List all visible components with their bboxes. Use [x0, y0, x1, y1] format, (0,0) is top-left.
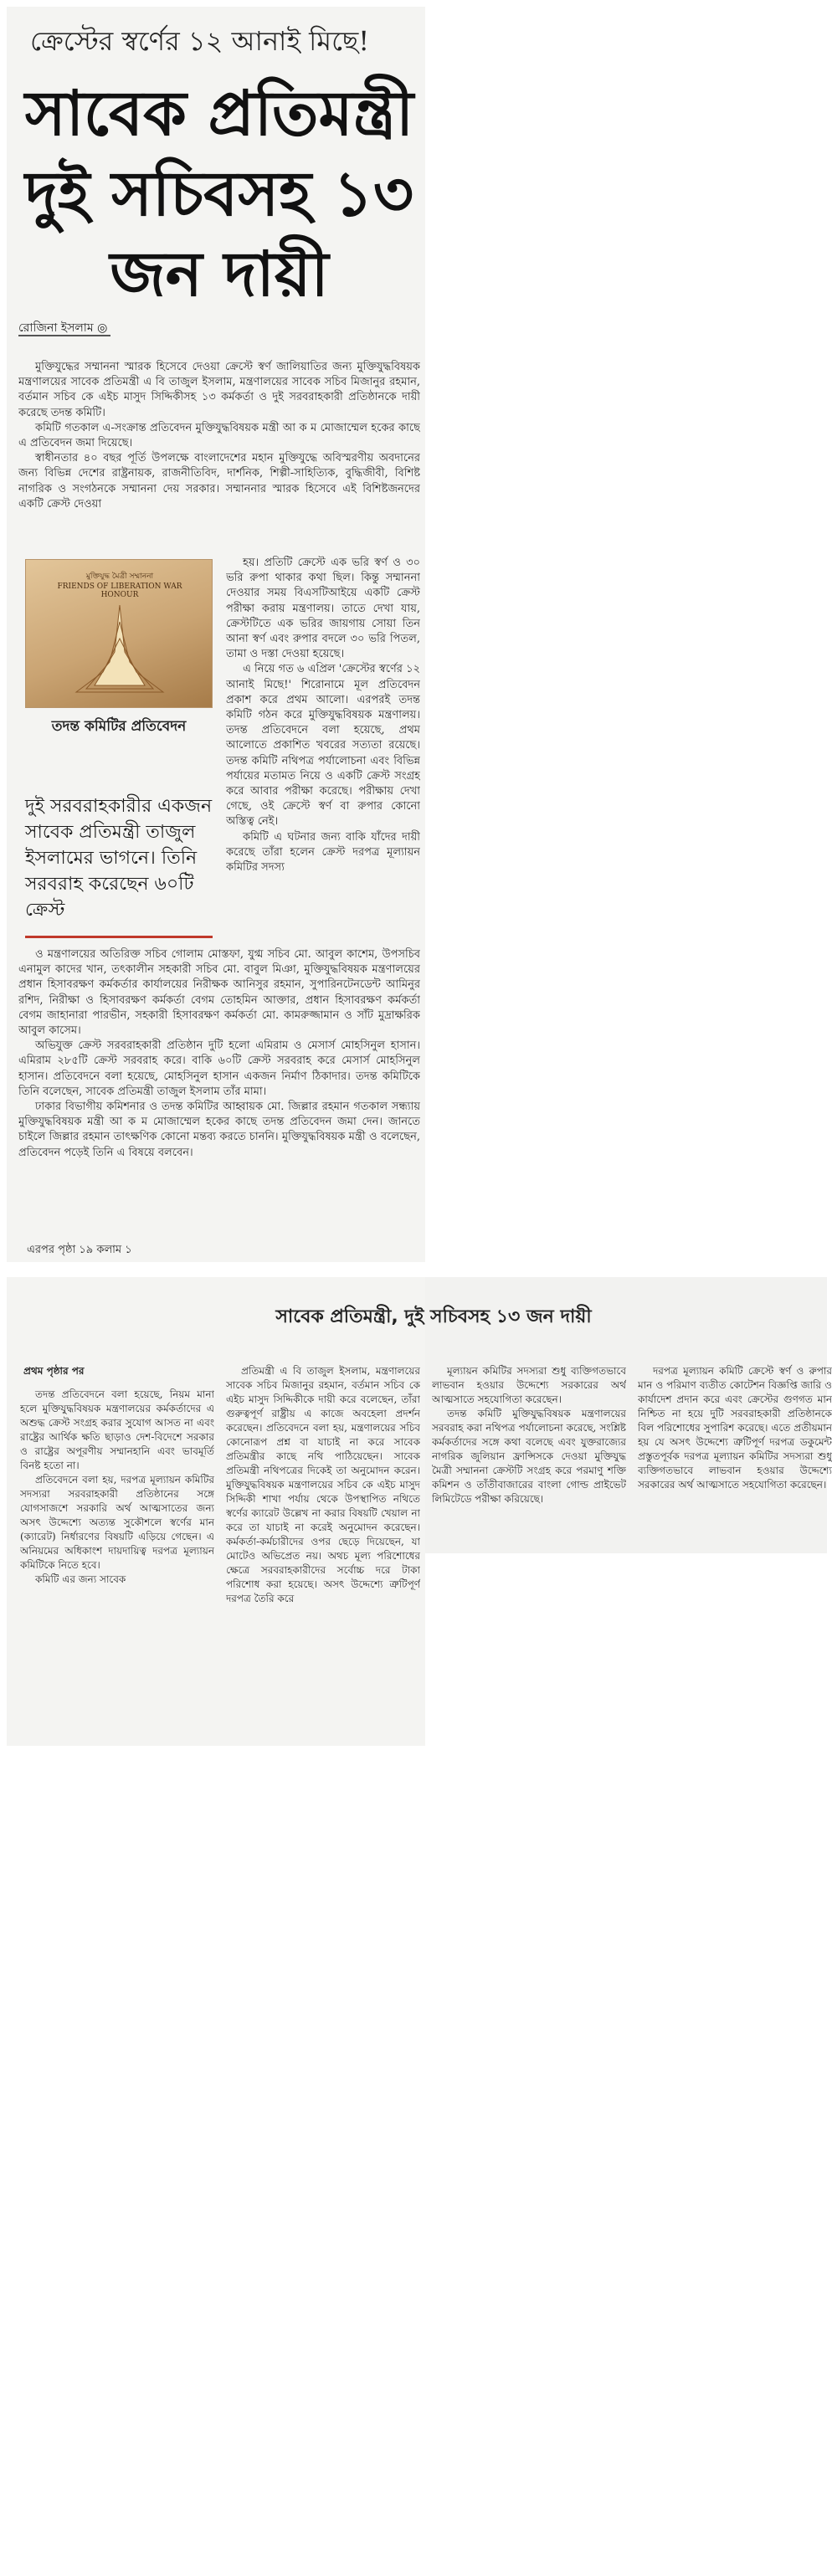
- article-body-right: [226, 556, 420, 944]
- continuation-clipping: [7, 1277, 832, 1746]
- front-page-clipping: [7, 7, 425, 1262]
- body-paragraph: ও মন্ত্রণালয়ের অতিরিক্ত সচিব গোলাম মোস্তফা, যুগ্ম সচিব মো. আবুল কাশেম, উপসচিব এনামুল কাদের খান, তৎকালীন সহকারী সচিব মো. বাবুল মিঞা, মুক্তিযুদ্ধবিষয়ক মন্ত্রণালয়ের প্রধান হিসাবরক্ষণ কর্মকর্তার কার্যালয়ের নিরীক্ষক আনিসুর রহমান, সুপারিনটেনডেন্ট আমিনুর রশিদ, নিরীক্ষা ও হিসাবরক্ষণ কর্মকর্তা বেগম তোহমিন আক্তার, প্রধান হিসাবরক্ষণ কর্মকর্তা বেগম জাহানারা পারভীন, সহকারী হিসাবরক্ষণ কর্মকর্তা মো. কামরুজ্জামান ও সাঁট মুদ্রাক্ষরিক আবুল কাসেম।: [18, 948, 420, 1038]
- byline: রোজিনা ইসলাম ◎: [18, 321, 108, 335]
- body-paragraph: কমিটি এর জন্য সাবেক: [35, 1573, 126, 1585]
- byline-rule: [18, 335, 110, 336]
- body-paragraph: মূল্যায়ন কমিটির সদস্যরা শুধু ব্যক্তিগতভাবে লাভবান হওয়ার উদ্দেশ্যে সরকারের অর্থ আত্মসাতে সহযোগিতা করেছেন।: [432, 1365, 626, 1405]
- continuation-column-3: [432, 1364, 626, 1545]
- body-paragraph: কমিটি গতকাল এ-সংক্রান্ত প্রতিবেদন মুক্তিযুদ্ধবিষয়ক মন্ত্রী আ ক ম মোজাম্মেল হকের কাছে এ প্রতিবেদন জমা দিয়েছে।: [18, 421, 420, 450]
- body-paragraph: স্বাধীনতার ৪০ বছর পূর্তি উপলক্ষে বাংলাদেশের মহান মুক্তিযুদ্ধে অবিস্মরণীয় অবদানের জন্য বিভিন্ন দেশের রাষ্ট্রনায়ক, রাজনীতিবিদ, দার্শনিক, শিল্পী-সাহিত্যিক, বুদ্ধিজীবী, বিশিষ্ট নাগরিক ও সংগঠনকে সম্মাননা দেয় সরকার। সম্মাননার স্মারক হিসেবে এই বিশিষ্টজনদের একটি ক্রেস্ট দেওয়া: [18, 452, 420, 511]
- continuation-column-2: [226, 1364, 420, 1724]
- article-body-top: [18, 360, 420, 552]
- continuation-jump-line: এরপর পৃষ্ঠা ১৯ কলাম ১: [27, 1244, 132, 1256]
- body-paragraph: প্রতিবেদনে বলা হয়, দরপত্র মূল্যায়ন কমিটির সদস্যরা সরবরাহকারী প্রতিষ্ঠানের সঙ্গে যোগসাজশে সরকারি অর্থ আত্মসাতের জন্য অসৎ উদ্দেশ্যে অত্যন্ত সুকৌশলে স্বর্ণের মান (ক্যারেট) নির্ধারণের বিষয়টি এড়িয়ে গেছেন। এ অনিয়মের অধিকাংশ দায়দায়িত্ব দরপত্র মূল্যায়ন কমিটিকে নিতে হবে।: [20, 1474, 214, 1571]
- continuation-column-4: [638, 1364, 832, 1545]
- main-headline: সাবেক প্রতিমন্ত্রী দুই সচিবসহ ১৩ জন দায়ী: [24, 78, 414, 310]
- body-paragraph: হয়। প্রতিটি ক্রেস্টে এক ভরি স্বর্ণ ও ৩০ ভরি রুপা থাকার কথা ছিল। কিন্তু সম্মাননা দেওয়ার সময় বিএসটিআইয়ে একটি ক্রেস্ট পরীক্ষা করায় মন্ত্রণালয়। তাতে দেখা যায়, ক্রেস্টটিতে এক ভরির জায়গায় সোয়া তিন আনা স্বর্ণ এবং রুপার বদলে ৩০ ভরি পিতল, তামা ও দস্তা দেওয়া হয়েছে।: [226, 557, 420, 661]
- article-body-bottom: [18, 947, 420, 1232]
- body-paragraph: দরপত্র মূল্যায়ন কমিটি ক্রেস্টে স্বর্ণ ও রুপার মান ও পরিমাণ ব্যতীত কোটেশন বিজ্ঞপ্তি জারি ও কার্যাদেশ প্রদান করে এবং ক্রেস্টের গুণগত মান নিশ্চিত না হয়ে দুটি সরবরাহকারী প্রতিষ্ঠানকে বিল পরিশোধের সুপারিশ করেছে। এতে প্রতীয়মান হয় যে অসৎ উদ্দেশ্যে ত্রুটিপূর্ণ দরপত্র ডকুমেন্ট প্রস্তুতপূর্বক দরপত্র মূল্যায়ন কমিটির সদস্যরা শুধু ব্যক্তিগতভাবে লাভবান হওয়ার উদ্দেশ্যে সরকারের অর্থ আত্মসাতে সহযোগিতা করেছেন।: [638, 1365, 832, 1491]
- body-paragraph: কমিটি এ ঘটনার জন্য বাকি যাঁদের দায়ী করেছে তাঁরা হলেন ক্রেস্ট দরপত্র মূল্যায়ন কমিটির সদস্য: [226, 830, 420, 875]
- body-paragraph: তদন্ত কমিটি মুক্তিযুদ্ধবিষয়ক মন্ত্রণালয়ের সরবরাহ করা নথিপত্র পর্যালোচনা করেছে, সংশ্লিষ্ট কর্মকর্তাদের সঙ্গে কথা বলেছে এবং যুক্তরাজ্যের নাগরিক জুলিয়ান ফ্রান্সিসকে দেওয়া মুক্তিযুদ্ধ মৈত্রী সম্মাননা ক্রেস্টটি সংগ্রহ করে পরমাণু শক্তি কমিশন ও তাঁতীবাজারের বাংলা গোল্ড প্রাইভেট লিমিটেডে পরীক্ষা করিয়েছে।: [432, 1408, 626, 1505]
- monument-illustration: [69, 602, 170, 694]
- pull-quote-underline: [25, 936, 213, 938]
- body-paragraph: এ নিয়ে গত ৬ এপ্রিল 'ক্রেস্টের স্বর্ণের ১২ আনাই মিছে!' শিরোনামে মূল প্রতিবেদন প্রকাশ করে প্রথম আলো। এরপরই তদন্ত কমিটি গঠন করে মুক্তিযুদ্ধবিষয়ক মন্ত্রণালয়। তদন্ত প্রতিবেদনে বলা হয়েছে, প্রথম আলোতে প্রকাশিত খবরের সত্যতা রয়েছে। তদন্ত কমিটি নথিপত্র পর্যালোচনা এবং বিভিন্ন পর্যায়ের মতামত নিয়ে ও একটি ক্রেস্ট সংগ্রহ করে আবার পরীক্ষা করেছে। পরীক্ষায় দেখা গেছে, ওই ক্রেস্টে স্বর্ণ বা রুপার কোনো অস্তিত্ব নেই।: [226, 663, 420, 829]
- body-paragraph: ঢাকার বিভাগীয় কমিশনার ও তদন্ত কমিটির আহ্বায়ক মো. জিল্লার রহমান গতকাল সন্ধ্যায় মুক্তিযুদ্ধবিষয়ক মন্ত্রী আ ক ম মোজাম্মেল হকের কাছে তদন্ত প্রতিবেদন জমা দেন। জানতে চাইলে জিল্লার রহমান তাৎক্ষণিক কোনো মন্তব্য করতে চাননি। মুক্তিযুদ্ধবিষয়ক মন্ত্রী ও বলেছেন, প্রতিবেদন পড়েই তিনি এ বিষয়ে বলবেন।: [18, 1101, 420, 1159]
- photo-book-title-en: FRIENDS OF LIBERATION WAR HONOUR: [57, 582, 182, 599]
- body-paragraph: অভিযুক্ত ক্রেস্ট সরবরাহকারী প্রতিষ্ঠান দুটি হলো এমিরাম ও মেসার্স মোহসিনুল হাসান। এমিরাম ২৮৫টি ক্রেস্ট সরবরাহ করে। বাকি ৬০টি ক্রেস্ট সরবরাহ করে মেসার্স মোহসিনুল হাসান। প্রতিবেদনে বলা হয়েছে, মোহসিনুল হাসান একজন নির্মাণ ঠিকাদার। তদন্ত কমিটিকে তিনি বলেছেন, সাবেক প্রতিমন্ত্রী তাজুল ইসলাম তাঁর মামা।: [18, 1039, 420, 1098]
- continued-from-label: প্রথম পৃষ্ঠার পর: [23, 1365, 85, 1377]
- photo-book-title-bn: মুক্তিযুদ্ধ মৈত্রী সম্মাননা: [85, 572, 154, 581]
- continuation-column-1: [20, 1388, 214, 1731]
- pull-quote: দুই সরবরাহকারীর একজন সাবেক প্রতিমন্ত্রী তাজুল ইসলামের ভাগনে। তিনি সরবরাহ করেছেন ৬০টি ক্রেস্ট: [25, 796, 213, 921]
- body-paragraph: মুক্তিযুদ্ধের সম্মাননা স্মারক হিসেবে দেওয়া ক্রেস্টে স্বর্ণ জালিয়াতির জন্য মুক্তিযুদ্ধবিষয়ক মন্ত্রণালয়ের সাবেক প্রতিমন্ত্রী এ বি তাজুল ইসলাম, মন্ত্রণালয়ের সাবেক সচিব মিজানুর রহমান, বর্তমান সচিব কে এইচ মাসুদ সিদ্দিকীসহ ১৩ কর্মকর্তা ও দুই সরবরাহকারী প্রতিষ্ঠানকে দায়ী করেছে তদন্ত কমিটি।: [18, 361, 420, 419]
- body-paragraph: প্রতিমন্ত্রী এ বি তাজুল ইসলাম, মন্ত্রণালয়ের সাবেক সচিব মিজানুর রহমান, বর্তমান সচিব কে এইচ মাসুদ সিদ্দিকীকে দায়ী করে বলেছেন, তাঁরা গুরুত্বপূর্ণ রাষ্ট্রীয় এ কাজে অবহেলা প্রদর্শন করেছেন। প্রতিবেদনে বলা হয়, মন্ত্রণালয়ের সচিব কোনোরূপ প্রশ্ন বা যাচাই না করে সাবেক প্রতিমন্ত্রীর কাছে নথি পাঠিয়েছেন। সাবেক প্রতিমন্ত্রী নথিপত্রের দিকেই তা অনুমোদন করেন। মুক্তিযুদ্ধবিষয়ক মন্ত্রণালয়ের সচিব কে এইচ মাসুদ সিদ্দিকী শাখা পর্যায় থেকে উপস্থাপিত নথিতে স্বর্ণের ক্যারেট উল্লেখ না করার বিষয়টি খেয়াল না করে তা যাচাই না করেই অনুমোদন করেছেন। কর্মকর্তা-কর্মচারীদের ওপর ছেড়ে দিয়েছেন, যা মোটেও অভিপ্রেত নয়। অথচ মূল্য পরিশোধের ক্ষেত্রে সরবরাহকারীদের সর্বোচ্চ দরে টাকা পরিশোধ করা হয়েছে। অসৎ উদ্দেশ্যে ত্রুটিপূর্ণ দরপত্র তৈরি করে: [226, 1365, 420, 1604]
- crest-book-photo: [25, 559, 213, 708]
- body-paragraph: তদন্ত প্রতিবেদনে বলা হয়েছে, নিয়ম মানা হলে মুক্তিযুদ্ধবিষয়ক মন্ত্রণালয়ের কর্মকর্তাদের এ অশুদ্ধ ক্রেস্ট সংগ্রহ করার সুযোগ আসত না এবং রাষ্ট্রের আর্থিক ক্ষতি ছাড়াও দেশ-বিদেশে সরকার ও রাষ্ট্রের অপূরণীয় সম্মানহানি এবং ভাবমূর্তি বিনষ্ট হতো না।: [20, 1388, 214, 1471]
- continuation-headline: সাবেক প্রতিমন্ত্রী, দুই সচিবসহ ১৩ জন দায়ী: [275, 1306, 592, 1327]
- photo-book-title: [38, 570, 202, 599]
- photo-caption: তদন্ত কমিটির প্রতিবেদন: [51, 718, 187, 735]
- kicker-headline: ক্রেস্টের স্বর্ণের ১২ আনাই মিছে!: [30, 25, 370, 57]
